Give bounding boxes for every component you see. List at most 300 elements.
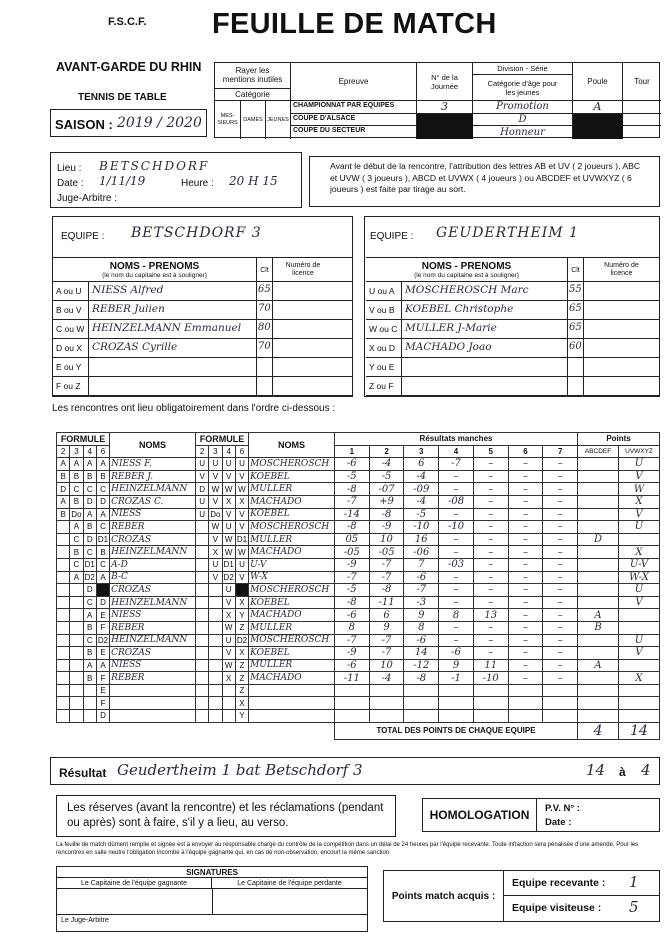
player-licence[interactable] (584, 358, 659, 376)
resultat-score-a[interactable]: 14 (586, 761, 606, 779)
manche-score[interactable]: – (473, 647, 508, 660)
manche-score[interactable]: -05 (369, 546, 404, 559)
point-away[interactable] (618, 710, 659, 723)
point-home[interactable] (578, 521, 619, 534)
manche-score[interactable]: – (439, 634, 474, 647)
manche-score[interactable]: – (508, 558, 543, 571)
manche-score[interactable]: – (543, 458, 578, 471)
player-name[interactable]: NIESS Alfred (89, 282, 257, 300)
player-letter: D ou X (53, 339, 89, 357)
player-name[interactable] (89, 358, 257, 376)
manche-score[interactable] (439, 684, 474, 697)
manche-score[interactable] (508, 697, 543, 710)
cat-messieurs[interactable]: MES-SIEURS (215, 101, 241, 139)
manche-score[interactable]: -11 (369, 596, 404, 609)
manche-score[interactable]: – (508, 609, 543, 622)
point-home[interactable] (578, 546, 619, 559)
manche-score[interactable]: 13 (473, 609, 508, 622)
manche-score[interactable]: – (543, 621, 578, 634)
manche-score[interactable]: 11 (473, 659, 508, 672)
manche-score[interactable]: -03 (439, 558, 474, 571)
match-player-right[interactable]: MACHADO (249, 495, 335, 508)
tour-cell-1[interactable] (623, 101, 661, 114)
player-clt[interactable]: 60 (568, 339, 584, 357)
point-away[interactable] (618, 659, 659, 672)
manche-score[interactable]: – (543, 521, 578, 534)
manche-score[interactable]: 14 (404, 647, 439, 660)
match-player-right[interactable]: U-V (249, 558, 335, 571)
manche-score[interactable]: – (543, 596, 578, 609)
manche-score[interactable] (334, 684, 369, 697)
manche-score[interactable]: – (439, 483, 474, 496)
match-player-left[interactable]: B-C (110, 571, 196, 584)
point-home[interactable]: A (578, 609, 619, 622)
manche-score[interactable]: -7 (334, 495, 369, 508)
manche-score[interactable]: – (508, 483, 543, 496)
point-away[interactable] (618, 533, 659, 546)
manche-score[interactable]: – (439, 571, 474, 584)
player-licence[interactable] (584, 377, 659, 395)
manche-score[interactable]: – (508, 508, 543, 521)
manche-score[interactable]: – (508, 546, 543, 559)
manche-score[interactable]: – (439, 546, 474, 559)
match-player-right[interactable]: MOSCHEROSCH (249, 521, 335, 534)
player-name[interactable]: MULLER J-Marie (402, 320, 568, 338)
capitaine-note: (le nom du capitaine est à souligner) (414, 272, 519, 279)
match-player-right[interactable]: MULLER (249, 621, 335, 634)
manche-score[interactable]: -5 (334, 584, 369, 597)
player-clt[interactable] (568, 377, 584, 395)
manche-score[interactable]: -1 (439, 672, 474, 685)
manche-score[interactable]: – (439, 596, 474, 609)
point-home[interactable] (578, 470, 619, 483)
point-away[interactable]: U-V (618, 558, 659, 571)
manche-score[interactable]: -7 (369, 647, 404, 660)
point-home[interactable] (578, 495, 619, 508)
match-player-right[interactable]: MOSCHEROSCH (249, 458, 335, 471)
manche-score[interactable]: -10 (439, 521, 474, 534)
point-home[interactable]: B (578, 621, 619, 634)
resultat-text[interactable]: Geudertheim 1 bat Betschdorf 3 (117, 761, 363, 779)
match-player-left[interactable] (110, 710, 196, 723)
match-player-right[interactable]: W-X (249, 571, 335, 584)
match-player-right[interactable]: KOEBEL (249, 508, 335, 521)
manche-score[interactable]: 6 (369, 609, 404, 622)
player-licence[interactable] (584, 282, 659, 300)
manche-score[interactable]: – (508, 647, 543, 660)
point-home[interactable] (578, 647, 619, 660)
manche-score[interactable]: -08 (439, 495, 474, 508)
point-home[interactable] (578, 672, 619, 685)
player-clt[interactable] (257, 377, 273, 395)
manche-score[interactable]: – (543, 533, 578, 546)
manche-score[interactable]: – (473, 508, 508, 521)
match-player-right[interactable]: MOSCHEROSCH (249, 634, 335, 647)
match-player-left[interactable]: A-D (110, 558, 196, 571)
manche-score[interactable]: – (508, 672, 543, 685)
point-away[interactable]: U (618, 521, 659, 534)
manche-score[interactable]: -6 (334, 659, 369, 672)
point-home[interactable] (578, 508, 619, 521)
player-name[interactable] (402, 358, 568, 376)
player-name[interactable] (89, 377, 257, 395)
match-player-left[interactable]: NIESS (110, 609, 196, 622)
match-player-right[interactable] (249, 697, 335, 710)
manche-score[interactable]: 05 (334, 533, 369, 546)
manche-score[interactable]: – (439, 584, 474, 597)
match-player-left[interactable]: REBER (110, 672, 196, 685)
match-player-left[interactable]: HEINZELMANN (110, 483, 196, 496)
manche-score[interactable]: -6 (334, 609, 369, 622)
manche-score[interactable]: -5 (369, 470, 404, 483)
manche-score[interactable]: 16 (404, 533, 439, 546)
cat-jeunes[interactable]: JEUNES (266, 101, 291, 139)
manche-score[interactable]: -6 (334, 458, 369, 471)
homologation-label: HOMOLOGATION (423, 799, 537, 831)
match-player-left[interactable]: REBER (110, 621, 196, 634)
manche-score[interactable]: -4 (369, 672, 404, 685)
manche-score[interactable]: – (508, 571, 543, 584)
point-away[interactable]: V (618, 470, 659, 483)
match-player-right[interactable]: MULLER (249, 483, 335, 496)
manche-score[interactable]: – (508, 634, 543, 647)
manche-score[interactable]: – (543, 508, 578, 521)
point-home[interactable] (578, 571, 619, 584)
manche-score[interactable]: 7 (404, 558, 439, 571)
match-player-left[interactable]: CROZAS (110, 647, 196, 660)
point-away[interactable]: X (618, 546, 659, 559)
date-value[interactable]: 1/11/19 (99, 174, 146, 188)
manche-score[interactable] (508, 684, 543, 697)
match-player-left[interactable]: CROZAS (110, 584, 196, 597)
match-player-right[interactable]: MACHADO (249, 672, 335, 685)
player-clt[interactable] (568, 358, 584, 376)
division-value-2[interactable]: D (473, 114, 573, 127)
manche-score[interactable]: -7 (439, 458, 474, 471)
manche-score[interactable]: – (543, 558, 578, 571)
manche-score[interactable]: 10 (369, 533, 404, 546)
formule-cell-left: C (83, 483, 96, 496)
manche-score[interactable]: -10 (404, 521, 439, 534)
player-clt[interactable]: 65 (257, 282, 273, 300)
manche-score[interactable]: -12 (404, 659, 439, 672)
player-name[interactable]: MACHADO Joao (402, 339, 568, 357)
match-player-left[interactable]: NIESS (110, 659, 196, 672)
manche-score[interactable]: 9 (369, 621, 404, 634)
division-value[interactable]: Promotion (473, 101, 573, 114)
manche-score[interactable]: – (439, 621, 474, 634)
heure-value[interactable]: 20 H 15 (229, 174, 278, 188)
match-player-left[interactable]: HEINZELMANN (110, 634, 196, 647)
point-away[interactable]: V (618, 596, 659, 609)
manche-score[interactable]: 8 (334, 621, 369, 634)
manche-score[interactable]: -9 (334, 647, 369, 660)
player-name[interactable] (402, 377, 568, 395)
poule-value[interactable]: A (573, 101, 623, 114)
point-away[interactable]: V (618, 647, 659, 660)
point-away[interactable] (618, 684, 659, 697)
match-player-right[interactable]: MULLER (249, 533, 335, 546)
row-coupe-secteur[interactable]: COUPE DU SECTEUR (291, 126, 417, 139)
manche-score[interactable] (369, 697, 404, 710)
tour-cell-2[interactable] (623, 114, 661, 127)
manche-score[interactable]: – (508, 533, 543, 546)
manche-score[interactable]: – (439, 533, 474, 546)
manche-score[interactable]: -6 (439, 647, 474, 660)
manche-score[interactable]: – (473, 596, 508, 609)
player-licence[interactable] (273, 339, 333, 357)
manche-score[interactable] (404, 684, 439, 697)
manche-score[interactable]: -7 (369, 571, 404, 584)
point-away[interactable] (618, 621, 659, 634)
manche-score[interactable]: – (508, 596, 543, 609)
manche-score[interactable]: -8 (369, 584, 404, 597)
point-away[interactable]: U (618, 584, 659, 597)
manche-score[interactable]: -5 (334, 470, 369, 483)
manche-score[interactable] (439, 697, 474, 710)
manche-score[interactable] (369, 710, 404, 723)
manche-score[interactable]: -8 (334, 521, 369, 534)
manche-score[interactable]: – (543, 571, 578, 584)
point-away[interactable]: U (618, 458, 659, 471)
match-player-left[interactable]: NIESS F. (110, 458, 196, 471)
match-player-right[interactable]: MACHADO (249, 546, 335, 559)
manche-score[interactable]: -7 (369, 634, 404, 647)
saison-value[interactable]: 2019 / 2020 (117, 115, 202, 131)
player-clt[interactable]: 70 (257, 301, 273, 319)
player-licence[interactable] (584, 301, 659, 319)
division-value-3[interactable]: Honneur (473, 126, 573, 139)
player-name[interactable]: KOEBEL Christophe (402, 301, 568, 319)
equipe-name-away[interactable]: GEUDERTHEIM 1 (436, 225, 579, 241)
journee-value[interactable]: 3 (417, 101, 473, 114)
points-header: Points (578, 433, 660, 446)
manche-score[interactable] (369, 684, 404, 697)
match-player-right[interactable]: MULLER (249, 659, 335, 672)
point-home[interactable] (578, 710, 619, 723)
point-away[interactable]: U (618, 634, 659, 647)
player-clt[interactable]: 55 (568, 282, 584, 300)
manche-score[interactable]: – (508, 659, 543, 672)
row-championnat[interactable]: CHAMPIONNAT PAR EQUIPES (291, 101, 417, 114)
match-player-left[interactable]: CROZAS (110, 533, 196, 546)
manche-score[interactable]: -07 (369, 483, 404, 496)
player-clt[interactable]: 80 (257, 320, 273, 338)
manche-score[interactable]: – (473, 571, 508, 584)
player-name[interactable]: MOSCHEROSCH Marc (402, 282, 568, 300)
manche-score[interactable]: – (543, 634, 578, 647)
manche-score[interactable] (439, 710, 474, 723)
manche-score[interactable] (473, 697, 508, 710)
manche-score[interactable]: 10 (369, 659, 404, 672)
total-home[interactable]: 4 (578, 722, 619, 739)
manche-score[interactable]: 9 (439, 659, 474, 672)
manche-score[interactable]: 6 (404, 458, 439, 471)
match-player-left[interactable]: HEINZELMANN (110, 596, 196, 609)
player-name[interactable]: HEINZELMANN Emmanuel (89, 320, 257, 338)
total-away[interactable]: 14 (618, 722, 659, 739)
manche-score[interactable]: -7 (334, 634, 369, 647)
manche-score[interactable]: 8 (439, 609, 474, 622)
match-player-left[interactable]: NIESS (110, 508, 196, 521)
point-away[interactable]: X (618, 495, 659, 508)
manche-score[interactable]: -09 (404, 483, 439, 496)
manche-score[interactable]: – (473, 470, 508, 483)
manche-score[interactable]: +9 (369, 495, 404, 508)
manche-score[interactable]: -05 (334, 546, 369, 559)
manche-score[interactable]: -7 (334, 571, 369, 584)
manche-score[interactable]: – (508, 521, 543, 534)
manche-score[interactable]: – (543, 584, 578, 597)
point-away[interactable]: W-X (618, 571, 659, 584)
manche-score[interactable]: – (439, 508, 474, 521)
manche-score[interactable]: – (543, 495, 578, 508)
point-away[interactable]: W (618, 483, 659, 496)
match-player-right[interactable]: KOEBEL (249, 596, 335, 609)
match-player-right[interactable] (249, 684, 335, 697)
manche-score[interactable]: -10 (473, 672, 508, 685)
point-home[interactable]: A (578, 659, 619, 672)
manche-score[interactable]: – (473, 483, 508, 496)
manche-score[interactable]: -7 (369, 558, 404, 571)
point-home[interactable] (578, 596, 619, 609)
manche-score[interactable]: -3 (404, 596, 439, 609)
manche-score[interactable]: -6 (404, 571, 439, 584)
match-player-right[interactable]: KOEBEL (249, 470, 335, 483)
manche-score[interactable]: -4 (404, 495, 439, 508)
manche-score[interactable]: -8 (404, 672, 439, 685)
match-player-left[interactable]: REBER (110, 521, 196, 534)
manche-score[interactable]: 8 (404, 621, 439, 634)
manche-score[interactable]: -8 (334, 596, 369, 609)
manche-score[interactable] (543, 697, 578, 710)
match-player-left[interactable] (110, 684, 196, 697)
manche-score[interactable] (404, 697, 439, 710)
player-licence[interactable] (273, 301, 333, 319)
point-home[interactable] (578, 634, 619, 647)
manche-score[interactable]: – (543, 470, 578, 483)
manche-score[interactable]: – (543, 546, 578, 559)
manche-score[interactable]: – (543, 647, 578, 660)
manche-score[interactable]: – (473, 458, 508, 471)
manche-score[interactable]: -14 (334, 508, 369, 521)
manche-score[interactable] (334, 697, 369, 710)
manche-score[interactable] (404, 710, 439, 723)
match-player-left[interactable]: HEINZELMANN (110, 546, 196, 559)
match-player-left[interactable]: CROZAS C. (110, 495, 196, 508)
cat-dames[interactable]: DAMES (241, 101, 266, 139)
player-clt[interactable]: 65 (568, 301, 584, 319)
point-away[interactable]: V (618, 508, 659, 521)
match-player-left[interactable]: REBER J. (110, 470, 196, 483)
manche-score[interactable]: -9 (334, 558, 369, 571)
match-player-right[interactable]: MACHADO (249, 609, 335, 622)
point-away[interactable] (618, 609, 659, 622)
manche-score[interactable]: -9 (369, 521, 404, 534)
manche-score[interactable]: -4 (404, 470, 439, 483)
player-licence[interactable] (584, 320, 659, 338)
manche-score[interactable]: – (473, 533, 508, 546)
match-player-right[interactable]: KOEBEL (249, 647, 335, 660)
point-home[interactable] (578, 584, 619, 597)
manche-score[interactable]: 9 (404, 609, 439, 622)
lieu-value[interactable]: BETSCHDORF (99, 159, 210, 173)
manche-score[interactable]: -7 (404, 584, 439, 597)
manche-score[interactable] (473, 684, 508, 697)
point-home[interactable] (578, 697, 619, 710)
equipe-name-home[interactable]: BETSCHDORF 3 (131, 225, 262, 241)
manche-score[interactable]: -11 (334, 672, 369, 685)
row-coupe-alsace[interactable]: COUPE D'ALSACE (291, 114, 417, 127)
player-licence[interactable] (584, 339, 659, 357)
points-col: ABCDEF (578, 445, 619, 458)
manche-score[interactable]: -5 (404, 508, 439, 521)
noms-header (53, 258, 257, 282)
point-home[interactable]: D (578, 533, 619, 546)
manche-score[interactable]: – (543, 483, 578, 496)
manche-score[interactable]: – (508, 584, 543, 597)
manche-score[interactable] (543, 710, 578, 723)
manche-score[interactable]: – (473, 546, 508, 559)
point-away[interactable]: X (618, 672, 659, 685)
manche-score[interactable]: -8 (334, 483, 369, 496)
manche-score[interactable]: – (543, 609, 578, 622)
manche-score[interactable]: -6 (404, 634, 439, 647)
manche-score[interactable]: -8 (369, 508, 404, 521)
manche-score[interactable]: – (473, 521, 508, 534)
manche-score[interactable]: -4 (369, 458, 404, 471)
player-clt[interactable]: 65 (568, 320, 584, 338)
point-home[interactable] (578, 483, 619, 496)
point-home[interactable] (578, 458, 619, 471)
manche-score[interactable]: -06 (404, 546, 439, 559)
player-licence[interactable] (273, 377, 333, 395)
resultat-score-b[interactable]: 4 (641, 761, 651, 779)
player-name[interactable]: REBER Julien (89, 301, 257, 319)
manche-score[interactable] (543, 684, 578, 697)
player-clt[interactable] (257, 358, 273, 376)
player-licence[interactable] (273, 320, 333, 338)
player-licence[interactable] (273, 358, 333, 376)
match-player-left[interactable] (110, 697, 196, 710)
manche-score[interactable]: – (439, 470, 474, 483)
player-clt[interactable]: 70 (257, 339, 273, 357)
manche-score[interactable]: – (473, 558, 508, 571)
point-home[interactable] (578, 558, 619, 571)
manche-score[interactable]: – (508, 495, 543, 508)
manche-score[interactable] (334, 710, 369, 723)
manche-score[interactable]: – (508, 458, 543, 471)
manche-score[interactable]: – (473, 495, 508, 508)
point-home[interactable] (578, 684, 619, 697)
manche-score[interactable] (508, 710, 543, 723)
player-licence[interactable] (273, 282, 333, 300)
manche-score[interactable]: – (473, 621, 508, 634)
manche-score[interactable]: – (508, 470, 543, 483)
manche-score[interactable] (473, 710, 508, 723)
point-away[interactable] (618, 697, 659, 710)
manche-score[interactable]: – (543, 672, 578, 685)
manche-score[interactable]: – (508, 621, 543, 634)
manche-score[interactable]: – (473, 634, 508, 647)
player-name[interactable]: CROZAS Cyrille (89, 339, 257, 357)
visiteuse-value[interactable]: 5 (629, 898, 639, 916)
recevante-value[interactable]: 1 (629, 873, 639, 891)
match-player-right[interactable]: MOSCHEROSCH (249, 584, 335, 597)
manche-score[interactable]: – (473, 584, 508, 597)
match-player-right[interactable] (249, 710, 335, 723)
manche-score[interactable]: – (543, 659, 578, 672)
